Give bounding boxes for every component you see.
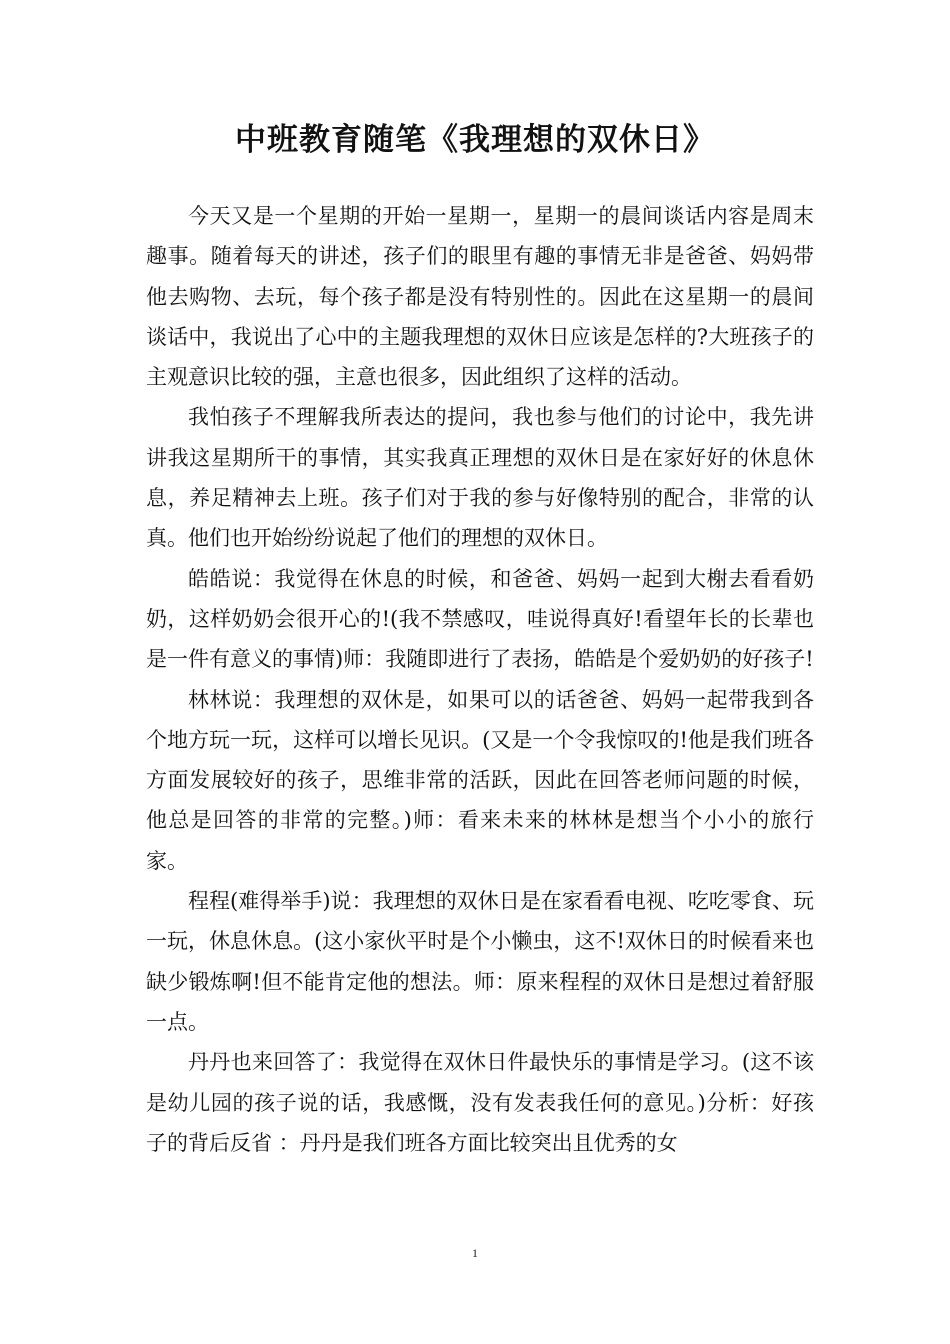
paragraph-dandan: 丹丹也来回答了：我觉得在双休日件最快乐的事情是学习。(这不该是幼儿园的孩子说的话，我感慨，没有发表我任何的意见。)分析：好孩子的背后反省 ：丹丹是我们班各方面比较突出且优秀的女 — [146, 1050, 814, 1155]
paragraph-chengcheng: 程程(难得举手)说：我理想的双休日是在家看看电视、吃吃零食、玩一玩，休息休息。(这小家伙平时是个小懒虫，这不!双休日的时候看来也缺少锻炼啊!但不能肯定他的想法。师：原来程程的双休日是想过着舒服一点。 — [146, 889, 814, 1034]
document-title: 中班教育随笔《我理想的双休日》 — [235, 122, 715, 158]
page-number: 1 — [472, 1246, 478, 1260]
document-body — [146, 196, 814, 1163]
paragraph-linlin: 林林说：我理想的双休是，如果可以的话爸爸、妈妈一起带我到各个地方玩一玩，这样可以增长见识。(又是一个令我惊叹的!他是我们班各方面发展较好的孩子，思维非常的活跃，因此在回答老师问题的时候，他总是回答的非常的完整。)师：看来未来的林林是想当个小小的旅行家。 — [146, 687, 814, 873]
paragraph-teacher: 我怕孩子不理解我所表达的提问，我也参与他们的讨论中，我先讲讲我这星期所干的事情，其实我真正理想的双休日是在家好好的休息休息，养足精神去上班。孩子们对于我的参与好像特别的配合，非常的认真。他们也开始纷纷说起了他们的理想的双休日。 — [146, 405, 814, 551]
paragraph-haohao: 皓皓说：我觉得在休息的时候，和爸爸、妈妈一起到大榭去看看奶奶，这样奶奶会很开心的!(我不禁感叹，哇说得真好!看望年长的长辈也是一件有意义的事情)师：我随即进行了表扬，皓皓是个爱奶奶的好孩子! — [146, 566, 814, 672]
paragraph-intro: 今天又是一个星期的开始一星期一，星期一的晨间谈话内容是周末趣事。随着每天的讲述，孩子们的眼里有趣的事情无非是爸爸、妈妈带他去购物、去玩，每个孩子都是没有特别性的。因此在这星期一的晨间谈话中，我说出了心中的主题我理想的双休日应该是怎样的?大班孩子的主观意识比较的强，主意也很多，因此组织了这样的活动。 — [146, 204, 814, 390]
